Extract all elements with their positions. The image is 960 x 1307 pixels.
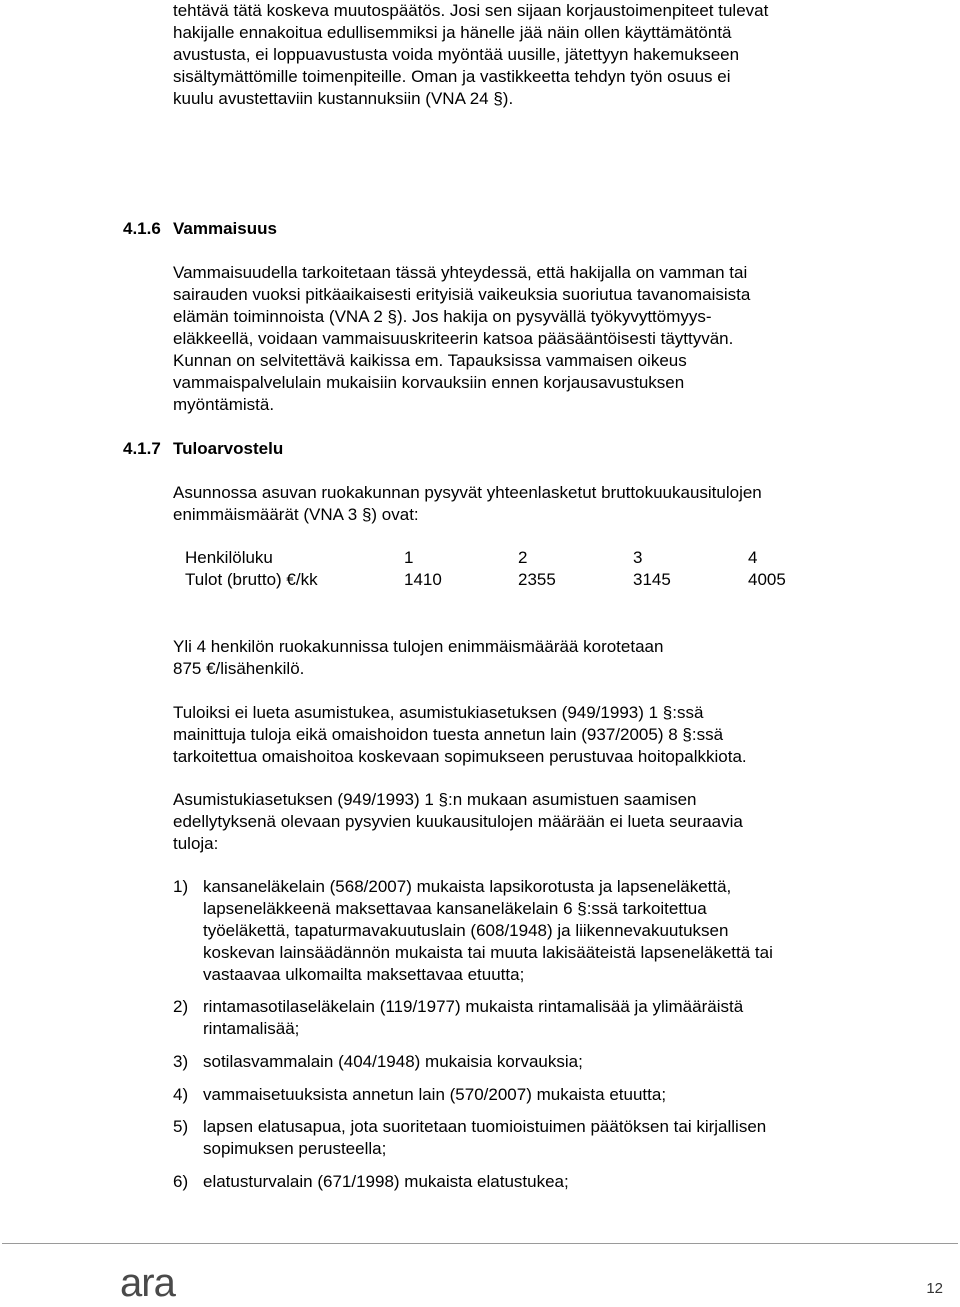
section-heading-tuloarvostelu (123, 438, 283, 460)
table-cell: 2355 (518, 570, 556, 589)
text-line: sairauden vuoksi pitkäaikaisesti erityisiä vaikeuksia suoriutua tavanomaisista (173, 285, 751, 304)
exclusion-paragraph (173, 702, 863, 768)
section-heading-vammaisuus (123, 218, 277, 240)
list-marker: 5) (173, 1117, 189, 1136)
text-line: hakijalle ennakoitua edullisemmiksi ja hänelle jää näin ollen käyttämätöntä (173, 23, 732, 42)
table-cell: 1 (404, 548, 414, 567)
section-title: Tuloarvostelu (173, 439, 284, 458)
list-marker: 6) (173, 1172, 189, 1191)
text-line: 875 €/lisähenkilö. (173, 659, 305, 678)
text-line: sisältymättömille toimenpiteille. Oman ja vastikkeetta tehdyn työn osuus ei (173, 67, 731, 86)
text-line: sopimuksen perusteella; (203, 1139, 387, 1158)
table-cell: 4 (748, 548, 758, 567)
list-intro-paragraph (173, 789, 863, 855)
text-line: Yli 4 henkilön ruokakunnissa tulojen enimmäismäärää korotetaan (173, 637, 664, 656)
text-line: rintamalisää; (203, 1019, 300, 1038)
text-line: Tuloiksi ei lueta asumistukea, asumistukiasetuksen (949/1993) 1 §:ssä (173, 703, 704, 722)
table-cell: 4005 (748, 570, 786, 589)
text-line: vammaispalvelulain mukaisiin korvauksiin ennen korjausavustuksen (173, 373, 685, 392)
table-cell: 2 (518, 548, 528, 567)
table-cell: 1410 (404, 570, 442, 589)
text-line: työeläkettä, tapaturmavakuutuslain (608/1948) ja liikennevakuutuksen (203, 921, 729, 940)
table-cell: Henkilöluku (185, 548, 273, 567)
text-line: edellytyksenä olevaan pysyvien kuukausitulojen määrään ei lueta seuraavia (173, 812, 743, 831)
page-number: 12 (926, 1280, 943, 1297)
table-cell: 3145 (633, 570, 671, 589)
list-marker: 1) (173, 877, 189, 896)
text-line: myöntämistä. (173, 395, 275, 414)
text-line: kansaneläkelain (568/2007) mukaista lapsikorotusta ja lapseneläkettä, (203, 877, 732, 896)
text-line: lapsen elatusapua, jota suoritetaan tuomioistuimen päätöksen tai kirjallisen (203, 1117, 767, 1136)
text-line: avustusta, ei loppuavustusta voida myöntää uusille, jätettyyn hakemukseen (173, 45, 740, 64)
text-line: vastaavaa ulkomailta maksettavaa etuutta; (203, 965, 525, 984)
section-number: 4.1.6 (123, 219, 161, 238)
text-line: rintamasotilaseläkelain (119/1977) mukaista rintamalisää ja ylimääräistä (203, 997, 744, 1016)
text-line: mainittuja tuloja eikä omaishoidon tuesta annetun lain (937/2005) 8 §:ssä (173, 725, 724, 744)
text-line: Asunnossa asuvan ruokakunnan pysyvät yhteenlasketut bruttokuukausitulojen (173, 483, 762, 502)
top-paragraph (173, 0, 863, 110)
text-line: kuulu avustettaviin kustannuksiin (VNA 24 §). (173, 89, 514, 108)
text-line: Asumistukiasetuksen (949/1993) 1 §:n mukaan asumistuen saamisen (173, 790, 697, 809)
text-line: elatusturvalain (671/1998) mukaista elatustukea; (203, 1172, 569, 1191)
text-line: tuloja: (173, 834, 219, 853)
text-line: sotilasvammalain (404/1948) mukaisia korvauksia; (203, 1052, 583, 1071)
text-line: elämän toiminnoista (VNA 2 §). Jos hakija on pysyvällä työkyvyttömyys- (173, 307, 712, 326)
section-title: Vammaisuus (173, 219, 277, 238)
text-line: Kunnan on selvitettävä kaikissa em. Tapauksissa vammaisen oikeus (173, 351, 687, 370)
text-line: enimmäismäärät (VNA 3 §) ovat: (173, 505, 419, 524)
list-marker: 2) (173, 997, 189, 1016)
table-row (185, 547, 786, 569)
logo-text: ara (120, 1262, 175, 1302)
list-marker: 3) (173, 1052, 189, 1071)
table-cell: Tulot (brutto) €/kk (185, 570, 318, 589)
ara-logo (120, 1262, 190, 1302)
table-cell: 3 (633, 548, 643, 567)
footer-divider (2, 1243, 958, 1244)
list-marker: 4) (173, 1085, 189, 1104)
tuloarvostelu-intro (173, 482, 863, 526)
text-line: tehtävä tätä koskeva muutospäätös. Josi sen sijaan korjaustoimenpiteet tulevat (173, 1, 769, 20)
table-row (185, 569, 786, 591)
text-line: lapseneläkkeenä maksettavaa kansaneläkelain 6 §:ssä tarkoitettua (203, 899, 707, 918)
text-line: Vammaisuudella tarkoitetaan tässä yhteydessä, että hakijalla on vamman tai (173, 263, 748, 282)
increase-paragraph (173, 636, 863, 680)
text-line: koskevan lainsäädännön mukaista tai muuta lakisääteistä lapseneläkettä tai (203, 943, 773, 962)
text-line: tarkoitettua omaishoitoa koskevaan sopimukseen perustuvaa hoitopalkkiota. (173, 747, 747, 766)
text-line: eläkkeellä, voidaan vammaisuuskriteerin katsoa pääsääntöisesti täyttyvän. (173, 329, 734, 348)
vammaisuus-paragraph (173, 262, 863, 416)
text-line: vammaisetuuksista annetun lain (570/2007) mukaista etuutta; (203, 1085, 667, 1104)
income-limit-table (185, 547, 786, 591)
section-number: 4.1.7 (123, 439, 161, 458)
